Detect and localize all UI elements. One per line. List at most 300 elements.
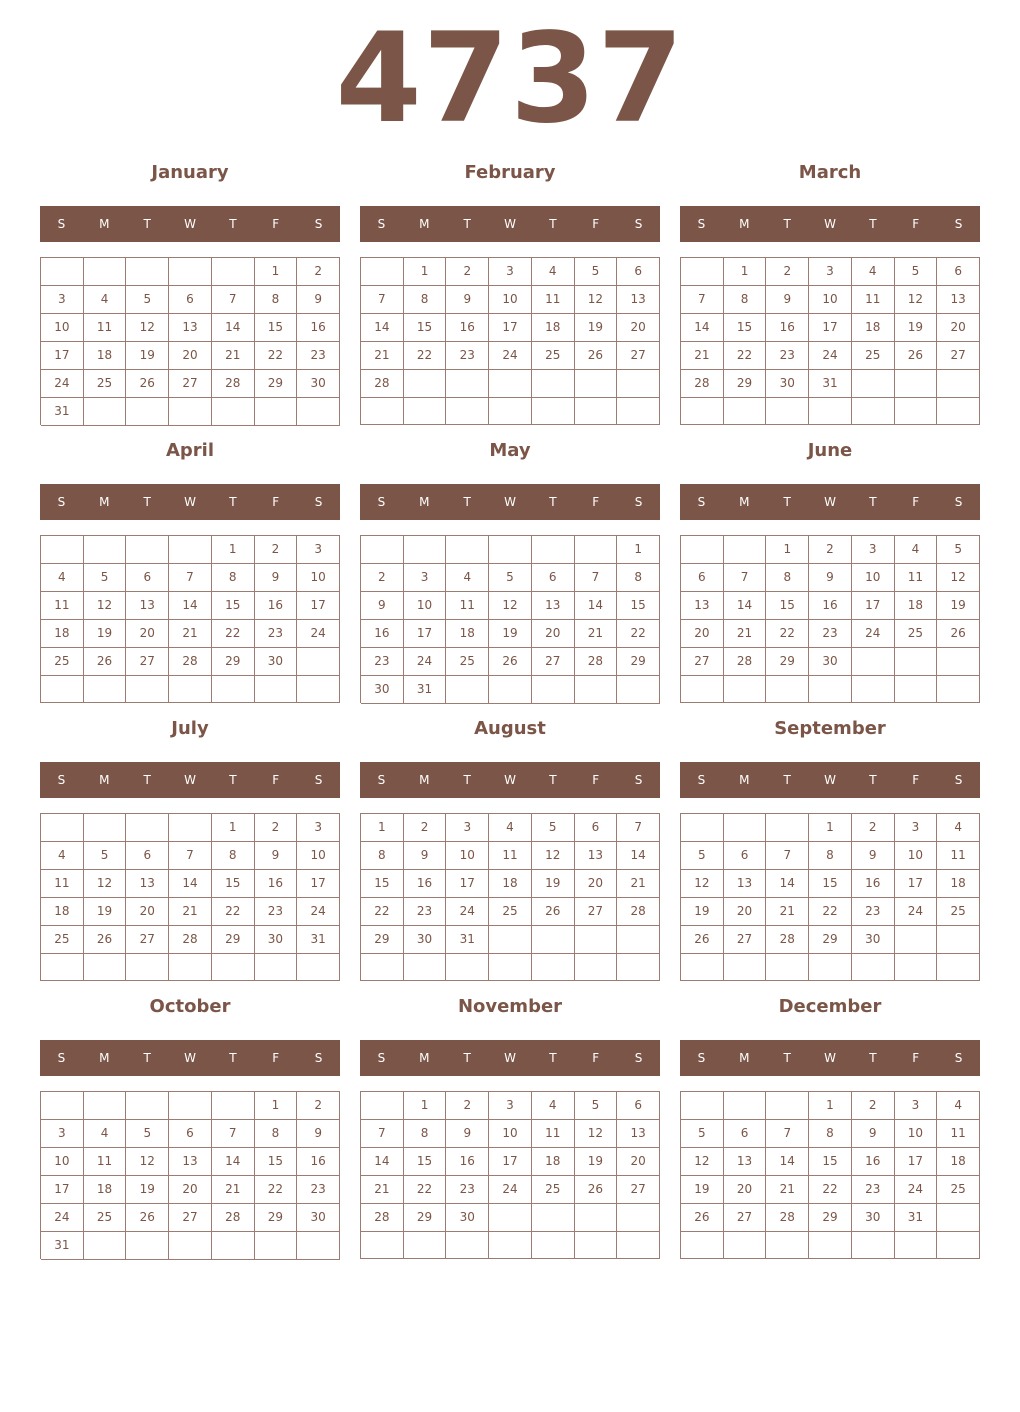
day-cell: 2 [297,258,340,286]
day-cell [84,258,127,286]
weekday-label: S [314,1051,323,1065]
day-cell: 15 [361,870,404,898]
day-cell: 4 [852,258,895,286]
weekday-label: T [143,773,151,787]
weekday-header [360,1040,660,1076]
weekday-label: T [463,217,471,231]
day-cell: 24 [489,342,532,370]
day-cell: 28 [212,370,255,398]
weekday-label: S [697,773,706,787]
day-cell: 30 [255,926,298,954]
weekday-label: S [377,773,386,787]
day-cell: 10 [895,842,938,870]
day-cell: 9 [255,564,298,592]
weekday-label: S [377,1051,386,1065]
weekday-label: S [954,217,963,231]
weekday-label: S [377,495,386,509]
day-cell: 11 [84,1148,127,1176]
month-name: October [149,996,231,1017]
day-cell: 24 [446,898,489,926]
day-cell: 11 [41,870,84,898]
day-cell: 6 [126,842,169,870]
day-cell: 8 [404,1120,447,1148]
month-name: August [474,718,546,739]
day-cell: 6 [617,258,660,286]
day-cell: 30 [255,648,298,676]
day-cell: 8 [724,286,767,314]
day-cell: 6 [575,814,618,842]
day-cell [532,536,575,564]
day-cell [681,1092,724,1120]
month-name: September [774,718,886,739]
weekday-label: S [697,217,706,231]
day-cell: 29 [724,370,767,398]
day-cell: 30 [361,676,404,704]
day-cell [895,1232,938,1259]
day-cell: 22 [255,1176,298,1204]
day-cell: 27 [617,1176,660,1204]
day-cell: 7 [212,1120,255,1148]
day-cell [212,1232,255,1260]
day-cell [489,926,532,954]
day-cell [169,398,212,426]
day-cell: 3 [489,1092,532,1120]
month-name: April [165,440,215,461]
day-grid [40,813,340,981]
day-cell: 27 [724,1204,767,1232]
day-cell [361,954,404,981]
day-cell: 9 [297,1120,340,1148]
day-cell: 11 [895,564,938,592]
day-cell [255,398,298,426]
day-cell [361,536,404,564]
day-cell: 24 [41,1204,84,1232]
day-cell [937,398,980,425]
day-grid [680,1091,980,1259]
day-cell: 15 [404,314,447,342]
day-cell: 7 [724,564,767,592]
day-grid [40,1091,340,1259]
day-cell [255,1232,298,1260]
day-cell [617,370,660,398]
weekday-label: T [463,495,471,509]
day-cell: 20 [169,342,212,370]
day-cell: 21 [361,342,404,370]
day-cell: 25 [41,926,84,954]
day-cell: 3 [852,536,895,564]
day-cell: 30 [446,1204,489,1232]
day-cell: 26 [575,1176,618,1204]
day-cell: 22 [809,898,852,926]
weekday-label: F [592,495,600,509]
day-cell: 5 [126,286,169,314]
day-cell [617,954,660,981]
day-cell [937,370,980,398]
day-cell: 28 [724,648,767,676]
day-cell: 20 [575,870,618,898]
day-cell: 12 [84,592,127,620]
day-cell [41,258,84,286]
day-cell: 28 [766,926,809,954]
day-cell [169,1232,212,1260]
day-cell: 8 [255,286,298,314]
day-cell: 10 [446,842,489,870]
day-cell: 26 [126,1204,169,1232]
day-cell: 25 [895,620,938,648]
day-cell [84,398,127,426]
day-cell [126,676,169,703]
day-cell: 25 [84,1204,127,1232]
day-cell: 1 [404,258,447,286]
day-cell: 10 [852,564,895,592]
day-cell: 13 [617,1120,660,1148]
day-cell [575,370,618,398]
day-cell: 20 [126,898,169,926]
day-cell: 6 [681,564,724,592]
day-cell: 14 [169,870,212,898]
day-cell: 6 [724,842,767,870]
weekday-label: T [783,1051,791,1065]
day-cell [84,814,127,842]
day-cell: 27 [681,648,724,676]
day-cell: 17 [404,620,447,648]
day-grid [360,813,660,981]
day-cell [255,954,298,981]
day-cell: 18 [41,620,84,648]
day-cell [724,676,767,703]
day-cell [489,370,532,398]
day-cell: 22 [212,620,255,648]
day-cell: 8 [361,842,404,870]
day-cell: 15 [766,592,809,620]
day-cell [126,814,169,842]
day-cell [212,1092,255,1120]
day-cell: 13 [126,870,169,898]
day-cell: 26 [895,342,938,370]
day-cell: 15 [212,870,255,898]
day-cell: 4 [41,564,84,592]
weekday-label: T [783,773,791,787]
day-cell: 26 [532,898,575,926]
weekday-label: S [57,1051,66,1065]
day-cell: 20 [126,620,169,648]
day-cell: 11 [446,592,489,620]
day-cell [681,814,724,842]
day-cell: 24 [404,648,447,676]
day-cell: 29 [361,926,404,954]
day-cell [809,1232,852,1259]
day-cell [681,1232,724,1259]
weekday-label: S [314,495,323,509]
day-cell: 18 [84,342,127,370]
day-cell: 13 [617,286,660,314]
weekday-label: T [869,773,877,787]
day-cell: 2 [446,258,489,286]
weekday-label: M [739,773,750,787]
day-cell: 16 [446,1148,489,1176]
day-cell: 3 [41,1120,84,1148]
weekday-label: T [549,773,557,787]
weekday-label: S [954,773,963,787]
day-cell: 27 [532,648,575,676]
day-cell: 14 [766,1148,809,1176]
day-cell: 26 [489,648,532,676]
day-cell: 22 [404,342,447,370]
weekday-label: M [419,217,430,231]
day-cell: 30 [852,926,895,954]
day-cell: 14 [766,870,809,898]
day-cell: 5 [895,258,938,286]
day-cell: 19 [575,1148,618,1176]
day-cell: 6 [937,258,980,286]
day-cell: 30 [297,1204,340,1232]
weekday-label: S [314,217,323,231]
day-cell: 21 [724,620,767,648]
weekday-label: F [272,1051,280,1065]
day-cell: 2 [809,536,852,564]
year-title: 4737 [335,7,685,151]
day-cell: 28 [169,648,212,676]
day-cell [255,676,298,703]
day-grid [360,257,660,425]
day-cell: 15 [809,1148,852,1176]
day-cell: 19 [126,1176,169,1204]
day-cell: 4 [84,1120,127,1148]
month-name: November [457,996,563,1017]
day-cell: 2 [852,814,895,842]
day-cell: 1 [809,814,852,842]
day-cell [446,398,489,425]
day-cell [297,1232,340,1260]
day-cell: 11 [41,592,84,620]
weekday-label: F [592,217,600,231]
day-cell [41,536,84,564]
day-cell [489,676,532,704]
day-cell: 12 [937,564,980,592]
day-cell: 29 [212,648,255,676]
day-cell [724,814,767,842]
day-cell: 14 [575,592,618,620]
day-cell: 20 [724,1176,767,1204]
day-grid [680,257,980,425]
day-cell: 1 [212,814,255,842]
day-cell: 22 [212,898,255,926]
month-name: January [151,162,229,183]
day-cell [575,926,618,954]
day-cell: 21 [575,620,618,648]
day-cell: 3 [895,1092,938,1120]
day-cell: 14 [361,314,404,342]
day-cell [766,1092,809,1120]
day-cell [895,398,938,425]
day-cell [297,676,340,703]
weekday-label: F [272,217,280,231]
day-cell: 23 [297,1176,340,1204]
day-cell [766,1232,809,1259]
day-cell: 4 [532,1092,575,1120]
day-cell: 18 [446,620,489,648]
day-cell: 22 [766,620,809,648]
day-cell: 25 [937,1176,980,1204]
day-cell: 23 [255,620,298,648]
day-cell [84,676,127,703]
weekday-label: T [143,1051,151,1065]
day-cell: 27 [724,926,767,954]
day-grid [40,535,340,703]
day-cell: 29 [255,1204,298,1232]
day-cell: 11 [852,286,895,314]
weekday-label: T [229,773,237,787]
day-cell: 13 [724,1148,767,1176]
day-cell: 25 [446,648,489,676]
day-cell [41,1092,84,1120]
day-cell [169,536,212,564]
day-cell: 1 [361,814,404,842]
day-cell: 1 [255,258,298,286]
day-cell [489,1204,532,1232]
day-cell: 26 [937,620,980,648]
weekday-label: S [57,217,66,231]
day-cell: 27 [126,648,169,676]
weekday-label: W [184,773,196,787]
day-cell: 15 [404,1148,447,1176]
day-cell: 13 [532,592,575,620]
day-cell [446,536,489,564]
day-cell: 3 [404,564,447,592]
day-cell [41,814,84,842]
day-cell: 8 [809,842,852,870]
day-cell: 16 [297,1148,340,1176]
day-cell: 6 [169,286,212,314]
day-cell: 20 [617,314,660,342]
day-cell: 18 [41,898,84,926]
day-cell: 18 [489,870,532,898]
day-cell [724,398,767,425]
day-cell: 7 [212,286,255,314]
day-cell [126,536,169,564]
day-cell [404,398,447,425]
day-cell: 7 [361,286,404,314]
day-cell: 28 [169,926,212,954]
month-name: February [464,162,556,183]
day-cell: 11 [489,842,532,870]
weekday-label: T [229,1051,237,1065]
day-cell: 10 [489,286,532,314]
day-cell [724,536,767,564]
day-cell: 25 [489,898,532,926]
day-cell: 25 [84,370,127,398]
day-cell: 23 [404,898,447,926]
day-cell: 12 [126,1148,169,1176]
day-cell: 18 [84,1176,127,1204]
day-cell [617,1232,660,1259]
day-cell: 14 [212,314,255,342]
weekday-label: T [549,495,557,509]
day-cell: 12 [575,1120,618,1148]
day-cell: 16 [361,620,404,648]
day-cell: 10 [809,286,852,314]
weekday-label: T [229,217,237,231]
day-cell: 2 [255,814,298,842]
day-cell: 1 [809,1092,852,1120]
weekday-label: T [143,495,151,509]
month-name: December [778,996,882,1017]
day-cell: 3 [895,814,938,842]
day-cell: 11 [532,286,575,314]
day-cell [681,954,724,981]
weekday-header [360,484,660,520]
day-cell [212,258,255,286]
day-cell [446,1232,489,1259]
day-cell: 7 [766,842,809,870]
day-cell: 13 [169,1148,212,1176]
day-cell [532,954,575,981]
day-cell: 9 [766,286,809,314]
weekday-label: F [912,495,920,509]
day-cell: 3 [297,814,340,842]
day-cell: 20 [681,620,724,648]
day-cell [617,926,660,954]
day-cell: 30 [809,648,852,676]
day-cell: 16 [809,592,852,620]
day-cell: 16 [852,1148,895,1176]
day-cell [404,536,447,564]
weekday-label: W [184,495,196,509]
day-cell [937,954,980,981]
day-cell: 31 [404,676,447,704]
day-cell [809,676,852,703]
day-cell: 19 [489,620,532,648]
weekday-label: T [549,217,557,231]
day-cell: 12 [895,286,938,314]
day-cell [41,676,84,703]
day-cell [852,648,895,676]
weekday-label: T [869,217,877,231]
day-cell: 18 [937,1148,980,1176]
weekday-header [680,206,980,242]
day-cell [681,258,724,286]
day-cell: 21 [766,1176,809,1204]
day-cell: 9 [852,842,895,870]
day-cell: 31 [895,1204,938,1232]
day-cell: 7 [575,564,618,592]
day-cell: 19 [575,314,618,342]
day-cell [852,398,895,425]
weekday-label: F [592,1051,600,1065]
day-cell: 17 [895,870,938,898]
day-cell [532,1232,575,1259]
day-cell: 26 [84,648,127,676]
day-cell: 17 [41,1176,84,1204]
day-cell: 22 [404,1176,447,1204]
day-cell [212,676,255,703]
weekday-label: M [419,1051,430,1065]
day-cell [852,1232,895,1259]
day-cell: 23 [297,342,340,370]
day-cell [766,676,809,703]
day-cell: 5 [681,1120,724,1148]
day-cell: 19 [532,870,575,898]
day-cell: 25 [532,342,575,370]
day-cell [84,536,127,564]
day-cell: 24 [895,898,938,926]
day-cell: 10 [404,592,447,620]
weekday-label: W [184,1051,196,1065]
day-cell: 3 [446,814,489,842]
day-cell [126,1092,169,1120]
day-cell: 10 [489,1120,532,1148]
day-cell [895,926,938,954]
